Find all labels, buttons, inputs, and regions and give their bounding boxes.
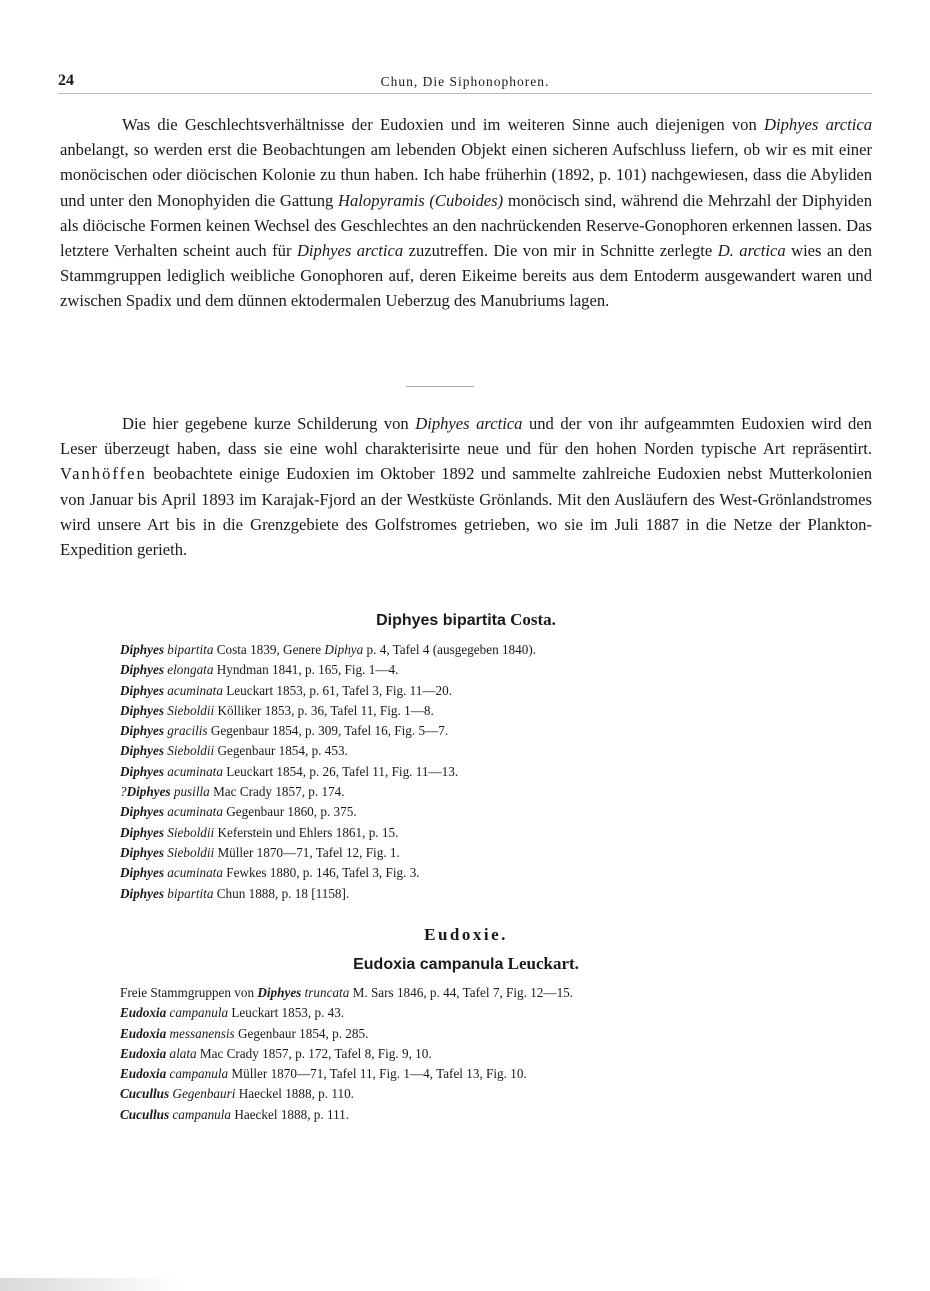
taxon-name: Diphyes arctica [296,241,404,261]
taxon-name: D. arctica [717,241,786,261]
taxon-name: Diphyes arctica [764,115,872,134]
text-run: wies an den Stammgruppen lediglich weibliche Gonophoren auf, deren Eikeime bereits aus dem Entoderm ausgewandert waren und zwischen Spadix und dem dünnen ektodermalen Ueberzug des Manubriums lagen. [60,241,872,311]
section-heading-eudoxie: Eudoxie. [424,925,508,944]
synonym-epithet: acuminata [167,763,223,779]
synonym-reference: M. Sars 1846, p. 44, Tafel 7, Fig. 12—15. [352,985,574,1000]
synonym-reference: Leuckart 1853, p. 43. [231,1005,345,1021]
synonym-list-diphyes [120,640,840,904]
synonym-reference: Haeckel 1888, p. 111. [234,1106,350,1122]
synonym-reference: Kölliker 1853, p. 36, Tafel 11, Fig. 1—8. [217,702,434,718]
taxon-name: Halopyramis (Cuboides) [338,190,504,210]
synonym-genus: Diphyes [120,662,164,678]
synonym-reference: Mac Crady 1857, p. 174. [213,784,345,800]
synonym-genus: Cucullus [120,1106,170,1122]
synonym-entry [120,1105,840,1125]
synonym-genus: Diphyes [120,723,164,739]
text-run: monöcisch sind, während die Mehrzahl der Diphyiden als diöcische Formen keinen Wechsel des Geschlechtes an den nachrückenden Reserve-Gonophoren erkennen lassen. Das letztere Verhalten scheint auch für [60,190,872,261]
synonym-entry [120,863,840,883]
paragraph-sex-relations [60,112,872,314]
text-run: Was die Geschlechtsverhältnisse der Eudoxien und im weiteren Sinne auch diejenigen von [122,115,764,134]
synonym-reference: Keferstein und Ehlers 1861, p. 15. [217,824,399,840]
synonym-genus: Diphyes [257,985,302,1000]
synonym-entry [120,983,840,1003]
synonym-entry [120,701,840,721]
synonym-entry [120,762,840,782]
synonym-genus: Diphyes [120,824,164,840]
synonym-epithet: truncata [304,985,350,1000]
synonym-genus: Diphyes [120,885,164,901]
synonym-genus: Diphyes [120,682,164,698]
header-rule [58,93,872,94]
synonym-entry [120,741,840,761]
synonym-epithet: acuminata [167,804,223,820]
synonym-epithet: acuminata [167,682,223,698]
synonym-entry [120,782,840,802]
synonym-entry [120,1084,840,1104]
synonym-reference: Chun 1888, p. 18 [1158]. [216,885,350,901]
synonym-genus: Cucullus [120,1086,170,1102]
synonym-entry [120,1003,840,1023]
synonym-reference: Müller 1870—71, Tafel 12, Fig. 1. [217,844,400,860]
synonym-epithet: campanula [169,1066,229,1082]
synonym-reference: Müller 1870—71, Tafel 11, Fig. 1—4, Tafel 13, Fig. 10. [231,1066,527,1082]
synonym-entry [120,1024,840,1044]
scan-edge-smudge [0,1278,180,1291]
synonym-reference: Gegenbaur 1854, p. 285. [237,1025,369,1041]
synonym-entry [120,660,840,680]
text-run: und der von ihr aufgeammten Eudoxien wird den Leser überzeugt haben, dass sie eine wohl charakterisirte neue und für den hohen Norden typische Art repräsentirt. [60,414,872,459]
synonym-entry [120,681,840,701]
synonym-genus: Diphyes [120,804,164,820]
synonym-epithet: acuminata [167,865,223,881]
synonym-genus: Diphyes [120,844,164,860]
synonym-epithet: Sieboldii [167,702,215,718]
synonym-reference: Haeckel 1888, p. 110. [238,1086,354,1102]
synonym-genus: Eudoxia [120,1005,167,1021]
synonym-epithet: messanensis [169,1025,235,1041]
synonym-reference: Leuckart 1853, p. 61, Tafel 3, Fig. 11—20. [226,682,453,698]
synonym-reference: Costa 1839, Genere [216,642,325,657]
synonym-epithet: bipartita [167,642,214,657]
synonym-reference-rest: p. 4, Tafel 4 (ausgegeben 1840). [363,642,537,657]
synonym-reference-taxon: Diphya [324,642,364,657]
species-name: Eudoxia campanula [353,956,504,973]
doubt-mark: ? [120,784,127,800]
synonym-entry [120,802,840,822]
synonym-genus: Eudoxia [120,1025,167,1041]
synonym-entry [120,1044,840,1064]
paragraph-summary [60,411,872,562]
synonym-genus: Diphyes [120,763,164,779]
text-run: anbelangt, so werden erst die Beobachtungen am lebenden Objekt einen sicheren Aufschluss liefern, ob wir es mit einer monöcischen oder diöcischen Kolonie zu thun haben. Ich habe früherhin (1892, p. 101) nachgewiesen, dass die Abyliden und unter den Monophyiden die Gattung [60,140,872,210]
synonym-epithet: campanula [172,1106,232,1122]
synonym-reference: Gegenbaur 1854, p. 453. [217,743,348,759]
synonym-prefix: Freie Stammgruppen von [120,985,258,1000]
synonym-entry [120,823,840,843]
text-run: zuzutreffen. Die von mir in Schnitte zerlegte [403,241,718,261]
species-heading-diphyes-bipartita [60,610,872,630]
synonym-epithet: gracilis [167,723,208,739]
synonym-epithet: elongata [167,662,214,678]
synonym-genus: Eudoxia [120,1066,167,1082]
synonym-epithet: bipartita [167,885,214,901]
synonym-reference: Leuckart 1854, p. 26, Tafel 11, Fig. 11—13. [226,763,459,779]
synonym-genus: Diphyes [126,784,171,800]
text-run: Die hier gegebene kurze Schilderung von [122,414,416,433]
person-name: Vanhöffen [60,464,147,484]
synonym-genus: Diphyes [120,865,164,881]
synonym-entry [120,843,840,863]
species-author: Costa. [510,610,556,629]
synonym-list-eudoxia [120,983,840,1125]
running-title: Chun, Die Siphonophoren. [380,74,550,89]
synonym-epithet: Sieboldii [167,743,215,759]
synonym-entry [120,721,840,741]
synonym-reference: Fewkes 1880, p. 146, Tafel 3, Fig. 3. [226,865,420,881]
synonym-epithet: Gegenbauri [172,1086,236,1102]
synonym-epithet: campanula [169,1005,229,1021]
synonym-genus: Diphyes [120,743,164,759]
page-number: 24 [58,72,74,89]
synonym-entry [120,640,840,660]
synonym-entry [120,1064,840,1084]
species-name: Diphyes bipartita [376,612,506,629]
synonym-reference: Hyndman 1841, p. 165, Fig. 1—4. [216,662,399,678]
synonym-genus: Diphyes [120,642,164,657]
text-run: beobachtete einige Eudoxien im Oktober 1892 und sammelte zahlreiche Eudoxien nebst Mutterkolonien von Januar bis April 1893 im Karajak-Fjord an der Westküste Grönlands. Mit den Ausläufern des West-Grönlandstromes wird unsere Art bis in die Grenzgebiete des Golfstromes getrieben, wo sie im Juli 1887 in die Netze der Plankton-Expedition gerieth. [60,464,872,560]
synonym-genus: Eudoxia [120,1045,167,1061]
synonym-entry [120,884,840,904]
synonym-reference: Gegenbaur 1854, p. 309, Tafel 16, Fig. 5—7. [210,723,449,739]
species-author: Leuckart. [507,954,579,973]
synonym-epithet: Sieboldii [167,824,215,840]
synonym-reference: Gegenbaur 1860, p. 375. [226,804,357,820]
taxon-name: Diphyes arctica [415,414,523,433]
synonym-genus: Diphyes [120,702,164,718]
synonym-epithet: pusilla [173,784,210,800]
synonym-reference: Mac Crady 1857, p. 172, Tafel 8, Fig. 9, 10. [199,1045,432,1061]
section-divider [406,386,474,387]
synonym-epithet: Sieboldii [167,844,215,860]
synonym-epithet: alata [169,1045,197,1061]
page-header [58,72,872,94]
species-heading-eudoxia-campanula [60,954,872,974]
